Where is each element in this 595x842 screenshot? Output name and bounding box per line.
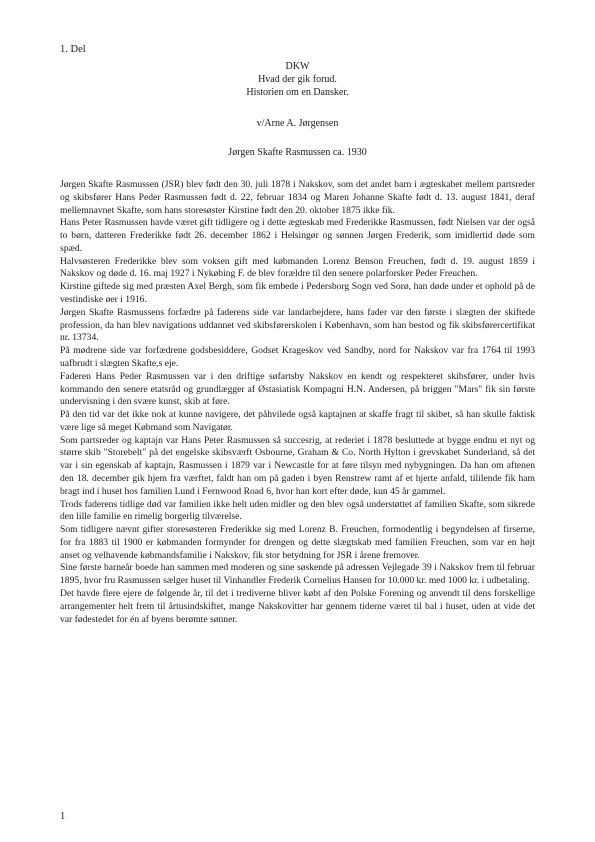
paragraph: Kirstine giftede sig med præsten Axel Bergh, som fik embede i Pedersborg Sogn ved Sorø, han døde under et ophold på de vestindiske øer i 1916. [60, 281, 535, 306]
photo-caption: Jørgen Skafte Rasmussen ca. 1930 [228, 147, 367, 158]
title-block [60, 60, 535, 99]
page-number: 1 [60, 811, 66, 822]
paragraph: På den tid var det ikke nok at kunne navigere, det påhvilede også kaptajnen at skaffe fragt til skibet, så han skulle faktisk være lige så meget Købmand som Navigatør. [60, 409, 535, 433]
paragraph: På mødrene side var forfædrene godsbesiddere, Godset Krageskov ved Sandby, nord for Nakskov var fra 1764 til 1993 uafbrudt i slægten Skafte,s eje. [60, 345, 535, 369]
title-line-1: DKW [285, 61, 310, 72]
paragraph: Jørgen Skafte Rasmussens forfædre på faderens side var landarbejdere, hans fader var den første i slægten der skiftede profession, da han blev navigations uddannet ved skibsførerskolen i København, som han bestod og fik skibsførercertifikat nr. 13734. [60, 306, 535, 344]
body-text [60, 179, 535, 626]
paragraph: Hans Peter Rasmussen havde været gift tidligere og i dette ægteskab med Frederikke Rasmussen, født Nielsen var der også to børn, datteren Frederikke født 26. december 1862 i Helsingør og sønnen Jørgen Frederik, som imidlertid døde som spæd. [60, 217, 535, 254]
author-line: v/Arne A. Jørgensen [256, 118, 339, 129]
paragraph: Sine første barneår boede han sammen med moderen og sine søskende på adressen Vejlegade 39 i Nakskov frem til februar 1895, hvor fru Rasmussen sælger huset til Vinhandler Frederik Cornelius Hansen for 10.000 kr. med 1000 kr. i udbetaling. [60, 562, 535, 587]
part-label: 1. Del [60, 44, 86, 55]
title-line-3: Historien om en Dansker. [246, 87, 349, 98]
paragraph: Trods faderens tidlige død var familien ikke helt uden midler og den blev også understøttet af familien Skafte, som sikrede den lille familie en rimelig borgerlig tilværelse. [60, 498, 535, 523]
title-line-2: Hvad der gik forud. [258, 74, 337, 85]
paragraph: Faderen Hans Peder Rasmussen var i den driftige søfartsby Nakskov en kendt og respekteret skibsfører, under hvis kommando den senere etatsråd og grundlægger af Østasiatisk Kompagni H.N. Andersen, på briggen "Mars" fik sin første undervisning i den svære kunst, skib at føre. [60, 370, 535, 408]
paragraph: Det havde flere ejere de følgende år, til det i trediverne bliver købt af den Polske Forening og anvendt til dens forskellige arrangementer helt frem til årtusindskiftet, mange Nakskovitter har gennem tiderne været til bal i huset, uden at vide det var fødestedet for én af byens berømte sønner. [60, 588, 535, 625]
paragraph: Som partsreder og kaptajn var Hans Peter Rasmussen så succesrig, at rederiet i 1878 besluttede at bygge endnu et nyt og større skib "Storebelt" på det engelske skibsværft Osbourne, Graham & Co. North Hylton i grevskabet Sunderland, så det var i sin egenskab af kaptajn, Rasmussen i 1879 var i Newcastle for at føre tilsyn med nybygningen. Da han om aftenen den 18. december gik hjem fra værftet, faldt han om på gaden i byen Renstrew ramt af et hjerte anfald, tililende fik ham bragt ind i huset hos familien Lund i Fernwood Road 6, hvor han kort efter døde, kun 45 år gammel. [60, 434, 535, 497]
paragraph: Jørgen Skafte Rasmussen (JSR) blev født den 30. juli 1878 i Nakskov, som det andet barn i ægteskabet mellem partsreder og skibsfører Hans Peder Rasmussen født d. 22, februar 1834 og Maren Johanne Skafte født d. 13. august 1841, deraf mellemnavnet Skafte, som hans storesøster Kirstine født den 20. oktober 1875 ikke fik. [60, 179, 535, 216]
paragraph: Halvsøsteren Frederikke blev som voksen gift med købmanden Lorenz Benson Freuchen, født d. 19. august 1859 i Nakskov og døde d. 16. maj 1927 i Nykøbing F. de blev forældre til den senere polarforsker Peder Freuchen. [60, 255, 535, 280]
paragraph: Som tidligere nævnt gifter storesøsteren Frederikke sig med Lorenz B. Freuchen, formodentlig i begyndelsen af firserne, for fra 1883 til 1900 er købmanden formynder for drengen og dette slægtskab med familien Freuchen, som var en højt anset og velhavende købmandsfamilie i Nakskov, fik stor betydning for JSR i årene fremover. [60, 524, 535, 561]
